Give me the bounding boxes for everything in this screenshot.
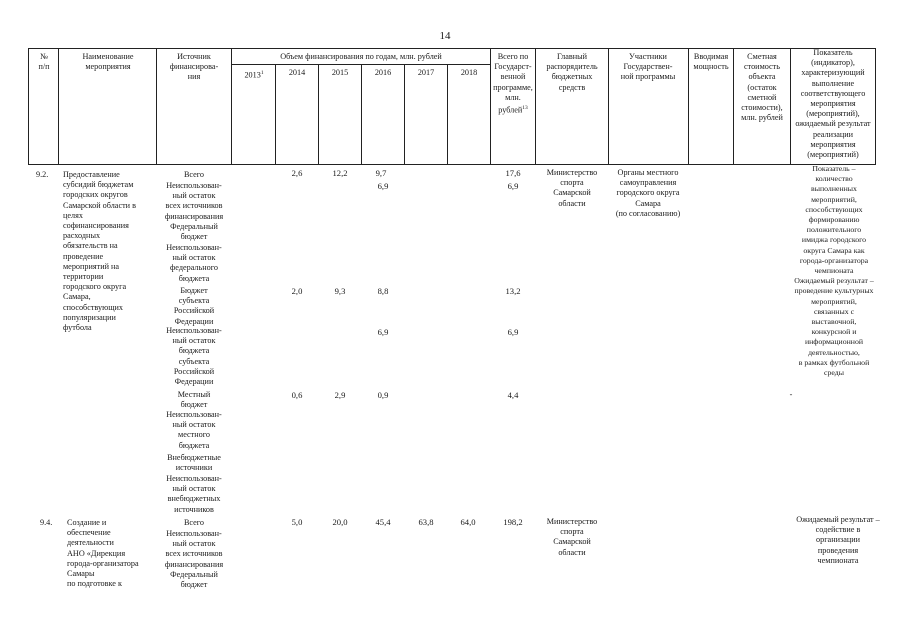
header-year-2018: 2018 [460, 68, 478, 77]
source-local: Местный бюджет [177, 390, 211, 410]
col-line [231, 48, 232, 164]
header-year-2013: 2013$^1$ [244, 70, 264, 80]
r1-local-2015: 2,9 [334, 390, 346, 400]
r1-local-2014: 0,6 [291, 390, 303, 400]
col-line [361, 64, 362, 164]
col-line [404, 64, 405, 164]
source-unused-extrabudgetary: Неиспользован- ный остаток внебюджетных источников [166, 474, 222, 514]
source-extrabudgetary: Внебюджетные источники [167, 453, 221, 473]
header-manager: Главный распорядитель бюджетных средств [546, 52, 598, 92]
col-line [447, 64, 448, 164]
row-9-4-indicator: Ожидаемый результат – содействие в организации проведения чемпионата [796, 515, 880, 565]
r1-regional-unused-2016: 6,9 [377, 327, 389, 337]
row-9-2-dash: - [789, 390, 793, 399]
header-capacity: Вводимая мощность [693, 52, 729, 72]
r1-regional-unused-sum: 6,9 [507, 327, 519, 337]
header-funding-title: Объем финансирования по годам, млн. рублей [280, 52, 442, 61]
r1-total-2016: 9,7 [375, 168, 387, 178]
col-line [318, 64, 319, 164]
header-indicator: Показатель (индикатор), характеризующий выполнение соответствующего мероприятия (мероприятий), ожидаемый результат реализации мероприятия (мероприятий) [795, 48, 871, 160]
source-total: Всего [183, 170, 205, 179]
row-9-2-participants: Органы местного самоуправления городского округа Самара (по согласованию) [615, 168, 681, 218]
r2-total-2016: 45,4 [375, 517, 391, 527]
r1-total-sum: 17,6 [505, 168, 521, 178]
source-regional: Бюджет субъекта Российской Федерации [173, 286, 215, 326]
r2-total-sum: 198,2 [503, 517, 523, 527]
row-9-2-name: Предоставление субсидий бюджетам городских округов Самарской области в целях софинансирования расходных обязательств на проведение мероприятий на территории городского округа Самара, способствующих популяризации футбола [63, 170, 136, 333]
r1-regional-sum: 13,2 [505, 286, 521, 296]
r2-source-total: Всего [183, 518, 205, 527]
source-unused-regional: Неиспользован- ный остаток бюджета субъекта Российской Федерации [166, 326, 222, 387]
r2-source-unused-all: Неиспользован- ный остаток всех источников финансирования [164, 529, 224, 569]
header-number: № п/п [38, 52, 50, 72]
source-unused-local: Неиспользован- ный остаток местного бюджета [166, 410, 222, 450]
header-name: Наименование мероприятия [82, 52, 134, 72]
r1-regional-2014: 2,0 [291, 286, 303, 296]
row-9-2-number: 9.2. [36, 170, 49, 179]
r1-unused-sum: 6,9 [507, 181, 519, 191]
r2-total-2018: 64,0 [460, 517, 476, 527]
row-9-2-indicator: Показатель – количество выполненных мероприятий, способствующих формированию положительного имиджа городского округа Самара как города-организатора чемпионата Ожидаемый результат – проведение культурных мероприятий, связанных с выставочной, конкурсной и информационной деятельностью, в рамках футбольной среды [794, 164, 874, 378]
header-year-2017: 2017 [417, 68, 435, 77]
r1-regional-2016: 8,8 [377, 286, 389, 296]
r1-local-2016: 0,9 [377, 390, 389, 400]
page-number: 14 [439, 30, 451, 42]
row-9-4-name: Создание и обеспечение деятельности АНО «Дирекция города-организатора Самары по подготовке к [67, 518, 139, 589]
header-participants: Участники Государствен- ной программы [620, 52, 676, 82]
row-9-2-manager: Министерство спорта Самарской области [546, 168, 598, 208]
source-federal: Федеральный бюджет [170, 222, 218, 242]
r1-local-sum: 4,4 [507, 390, 519, 400]
r2-total-2015: 20,0 [332, 517, 348, 527]
r1-unused-2016: 6,9 [377, 181, 389, 191]
header-estimate: Сметная стоимость объекта (остаток сметной стоимости), млн. рублей [741, 52, 783, 123]
header-year-2016: 2016 [374, 68, 392, 77]
source-unused-all: Неиспользован- ный остаток всех источников финансирования [164, 181, 224, 221]
table-header-bottom-line [28, 164, 876, 165]
row-9-4-manager: Министерство спорта Самарской области [546, 517, 598, 557]
r1-regional-2015: 9,3 [334, 286, 346, 296]
header-total: Всего по Государст- венной программе, млн. рублей$^{13}$ [493, 52, 533, 115]
r2-total-2017: 63,8 [418, 517, 434, 527]
row-9-4-number: 9.4. [40, 518, 53, 527]
r1-total-2014: 2,6 [291, 168, 303, 178]
header-source: Источник финансирова- ния [169, 52, 219, 82]
r2-source-federal: Федеральный бюджет [170, 570, 218, 590]
source-unused-federal: Неиспользован- ный остаток федерального бюджета [166, 243, 222, 283]
header-year-2015: 2015 [331, 68, 349, 77]
r1-total-2015: 12,2 [332, 168, 348, 178]
r2-total-2014: 5,0 [291, 517, 303, 527]
header-year-2014: 2014 [288, 68, 306, 77]
